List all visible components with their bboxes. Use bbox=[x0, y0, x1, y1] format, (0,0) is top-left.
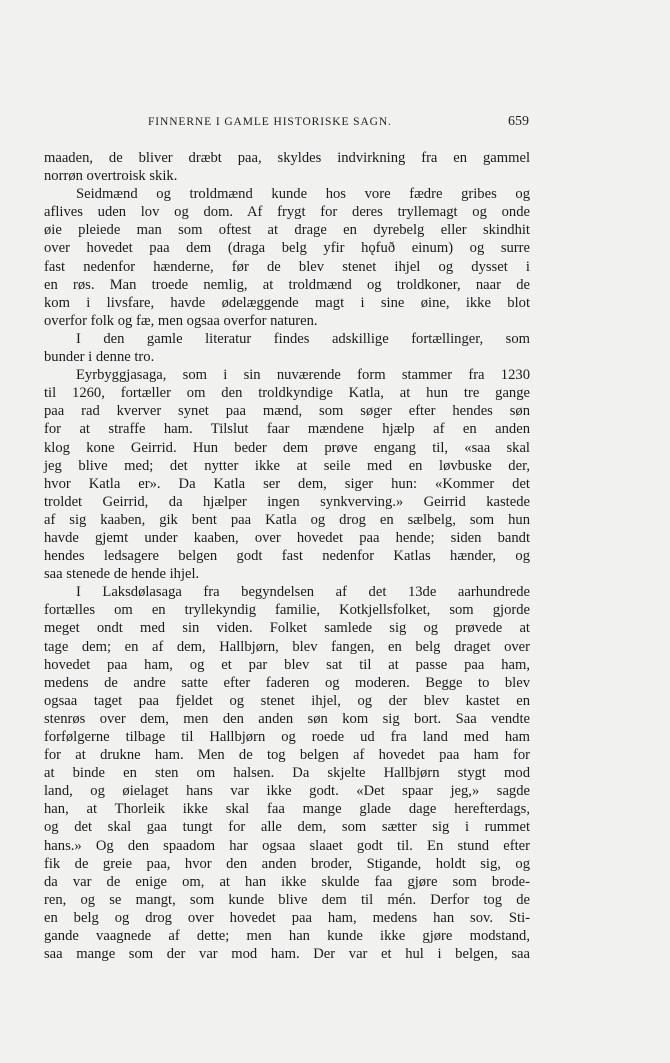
text-line: I Laksdølasaga fra begyndelsen af det 13de aarhundrede bbox=[76, 584, 530, 601]
page-header bbox=[44, 116, 529, 132]
text-line: jeg blive med; det nytter ikke at seile med en løvbuske der, bbox=[44, 457, 530, 474]
text-line: for at drukne ham. Men de tog belgen af hovedet paa ham for bbox=[44, 747, 530, 764]
body-text bbox=[44, 149, 530, 963]
text-line: land, og øielaget hans var ikke godt. «Det spaar jeg,» sagde bbox=[44, 783, 530, 800]
text-line: Eyrbyggjasaga, som i sin nuværende form stammer fra 1230 bbox=[76, 367, 530, 384]
text-line: meget ondt med sin viden. Folket samlede sig og prøvede at bbox=[44, 620, 530, 637]
text-line: fast nedenfor hænderne, før de blev stenet ihjel og dysset i bbox=[44, 258, 530, 275]
text-line: hvor Katla er». Da Katla ser dem, siger hun: «Kommer det bbox=[44, 475, 530, 492]
text-line: da var de enige om, at han ikke skulde faa gjøre som brode- bbox=[44, 873, 530, 890]
text-line: hans.» Og den spaadom har ogsaa slaaet godt til. En stund efter bbox=[44, 837, 530, 854]
text-line: kom i livsfare, havde ødelæggende magt i sine øine, ikke blot bbox=[44, 294, 530, 311]
text-line: og det skal gaa tungt for alle dem, som sætter sig i rummet bbox=[44, 819, 530, 836]
text-line: aflives uden lov og dom. Af frygt for deres tryllemagt og onde bbox=[44, 204, 530, 221]
text-line: havde gjemt under kaaben, over hovedet paa hende; siden bandt bbox=[44, 529, 530, 546]
text-line: til 1260, fortæller om den troldkyndige Katla, at hun tre gange bbox=[44, 385, 530, 402]
running-title: FINNERNE I GAMLE HISTORISKE SAGN. bbox=[148, 116, 392, 128]
text-line: at binde en sten om halsen. Da skjelte Hallbjørn stygt mod bbox=[44, 765, 530, 782]
text-line: hovedet paa ham, og et par blev sat til at passe paa ham, bbox=[44, 656, 530, 673]
text-line: for at straffe ham. Tilslut faar mændene hjælp af en anden bbox=[44, 421, 530, 438]
text-line: ren, og se mangt, som kunde blive dem til mén. Derfor tog de bbox=[44, 891, 530, 908]
text-line: paa rad kverver synet paa mænd, som søger efter hendes søn bbox=[44, 403, 530, 420]
text-line: bunder i denne tro. bbox=[44, 349, 155, 366]
text-line: troldet Geirrid, da hjælper ingen synkverving.» Geirrid kastede bbox=[44, 493, 530, 510]
text-line: saa mange som der var mod ham. Der var et hul i belgen, saa bbox=[44, 946, 530, 963]
text-line: forfølgerne tilbage til Hallbjørn og roede ud fra land med ham bbox=[44, 729, 530, 745]
text-line: en belg og drog over hovedet paa ham, medens han sov. Sti- bbox=[44, 909, 530, 926]
text-line: maaden, de bliver dræbt paa, skyldes indvirkning fra en gammel bbox=[44, 150, 530, 166]
page-number: 659 bbox=[508, 114, 529, 129]
text-line: af sig kaaben, gik bent paa Katla og drog en sælbelg, som hun bbox=[44, 511, 530, 528]
text-line: øie pleiede man som oftest at drage en dyrebelg eller skindhit bbox=[44, 222, 530, 239]
text-line: tage dem; en af dem, Hallbjørn, blev fangen, en belg draget over bbox=[44, 638, 530, 655]
text-line: en røs. Man troede nemlig, at troldmænd og troldkoner, naar de bbox=[44, 276, 530, 293]
text-line: medens de andre satte efter faderen og moderen. Begge to blev bbox=[44, 674, 530, 691]
text-line: norrøn overtroisk skik. bbox=[44, 168, 178, 185]
text-line: stenrøs over dem, men den anden søn kom sig bort. Saa vendte bbox=[44, 710, 530, 727]
text-line: han, at Thorleik ikke skal faa mange glade dage herefterdags, bbox=[44, 801, 530, 818]
text-line: I den gamle literatur findes adskillige fortællinger, som bbox=[76, 330, 530, 347]
text-line: Seidmænd og troldmænd kunde hos vore fædre gribes og bbox=[76, 186, 530, 203]
text-line: gande vaagnede af dette; men han kunde ikke gjøre modstand, bbox=[44, 928, 530, 945]
text-line: hendes ledsagere belgen godt fast nedenfor Katlas hænder, og bbox=[44, 548, 530, 565]
text-line: saa stenede de hende ihjel. bbox=[44, 566, 200, 583]
text-line: fik de greie paa, hvor den anden broder, Stigande, holdt sig, og bbox=[44, 855, 530, 872]
text-line: ogsaa taget paa fjeldet og stenet ihjel, og der blev kastet en bbox=[44, 692, 530, 709]
text-line: klog kone Geirrid. Hun beder dem prøve engang til, «saa skal bbox=[44, 439, 530, 456]
text-line: over hovedet paa dem (draga belg yfir hǫfuð einum) og surre bbox=[44, 240, 530, 257]
text-line: fortælles om en tryllekyndig familie, Kotkjellsfolket, som gjorde bbox=[44, 602, 530, 619]
text-line: overfor folk og fæ, men ogsaa overfor naturen. bbox=[44, 312, 318, 329]
